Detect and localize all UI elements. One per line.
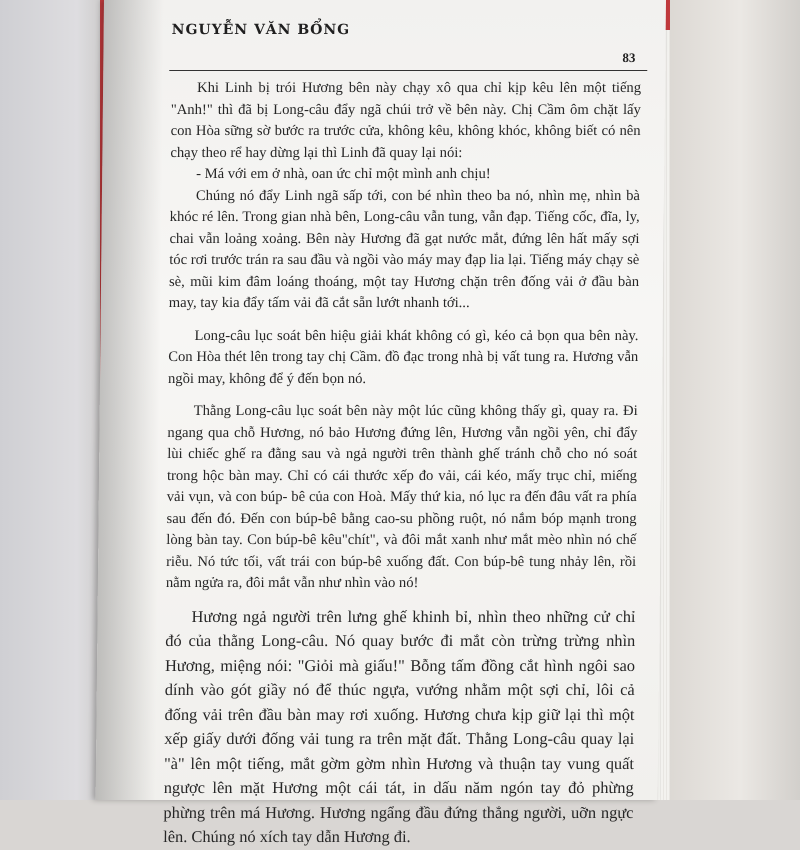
book-page <box>96 0 666 846</box>
running-header <box>171 22 643 65</box>
paragraph: Hương ngả người trên lưng ghế khinh bỉ, nhìn theo những cử chỉ đó của thằng Long-câu. Nó quay bước đi mắt còn trừng trừng nhìn Hương, miệng nói: "Giỏi mà giấu!" Bỗng tấm đồng cắt hình ngôi sao dính vào gót giầy nó để thúc ngựa, vướng nhằm một sợi chỉ, lôi cả đống vải trên đầu bàn may rơi xuống. Hương chưa kịp giữ lại thì một xếp giấy dưới đống vải tung ra trên mặt đất. Thằng Long-câu quay lại "à" lên một tiếng, mắt gờm gờm nhìn Hương và thuận tay vung quất ngược lên mặt Hương một cái tát, in dấu năm ngón tay đỏ phừng phừng trên má Hương. Hương ngẩng đầu đứng thẳng người, uỡn ngực lên. Chúng nó xích tay dẫn Hương đi. <box>163 606 636 846</box>
author-name: NGUYỄN VĂN BỔNG <box>171 22 351 38</box>
background-left <box>0 0 110 800</box>
page-number: 83 <box>622 50 636 65</box>
paragraph: - Má với em ở nhà, oan ức chỉ một mình anh chịu! <box>196 166 491 182</box>
paragraph: Long-câu lục soát bên hiệu giải khát không có gì, kéo cả bọn qua bên này. Con Hòa thét lên trong tay chị Cầm. đồ đạc trong nhà bị vất tung ra. Hương vẫn ngồi may, không để ý đến bọn nó. <box>167 327 639 387</box>
paragraph: Chúng nó đẩy Linh ngã sấp tới, con bé nhìn theo ba nó, nhìn mẹ, nhìn bà khóc ré lên. Trong gian nhà bên, Long-câu vẫn tung, vẫn đạp. Tiếng cốc, đĩa, ly, chai vẫn loảng xoảng. Bên này Hương đã gạt nước mắt, đứng lên hất mấy sợi tóc rơi trước trán ra sau đầu và ngồi vào máy may đạp lia lại. Tiếng máy chạy sè sè, mũi kim đâm loáng thoáng, một tay Hương chặn trên đống vải ở đầu bàn may, tay kia đẩy tấm vải đã cắt sẵn lướt nhanh tới... <box>168 187 641 311</box>
body-text <box>163 78 641 850</box>
paragraph: Khi Linh bị trói Hương bên này chạy xô qua chỉ kịp kêu lên một tiếng "Anh!" thì đã bị Long-câu đẩy ngã chúi trở về bên này. Chị Cầm ôm chặt lấy con Hòa sững sờ bước ra trước cửa, không kêu, không khóc, không biết có nên chạy theo rể hay dừng lại thì Linh đã quay lại nói: <box>170 80 642 161</box>
paragraph: Thằng Long-câu lục soát bên này một lúc cũng không thấy gì, quay ra. Đi ngang qua chỗ Hương, nó bảo Hương đứng lên, Hương vẫn ngồi yên, chỉ đẩy lùi chiếc ghế ra đằng sau và ngả người trên thành ghế tránh chỗ cho nó soát trong hộc bàn may. Chỉ có cái thước xếp đo vải, cái kéo, mấy trục chỉ, miếng vải vụn, và con búp- bê của con Hoà. Mấy thứ kia, nó lục ra đến đâu vất ra phía sau đến đó. Đến con búp-bê bằng cao-su phồng ruột, nó nắm bóp mạnh trong lòng bàn tay. Con búp-bê kêu"chít", và đôi mắt xanh như mắt mèo nhìn nó chế riễu. Nó tức tối, vất trái con búp-bê xuống đất. Con búp-bê tung nhảy lên, rồi nằm ngửa ra, đôi mắt vẫn như nhìn vào nó! <box>165 403 638 591</box>
page-fold-shadow <box>96 0 164 800</box>
background-right <box>650 0 800 800</box>
header-rule <box>169 70 647 71</box>
